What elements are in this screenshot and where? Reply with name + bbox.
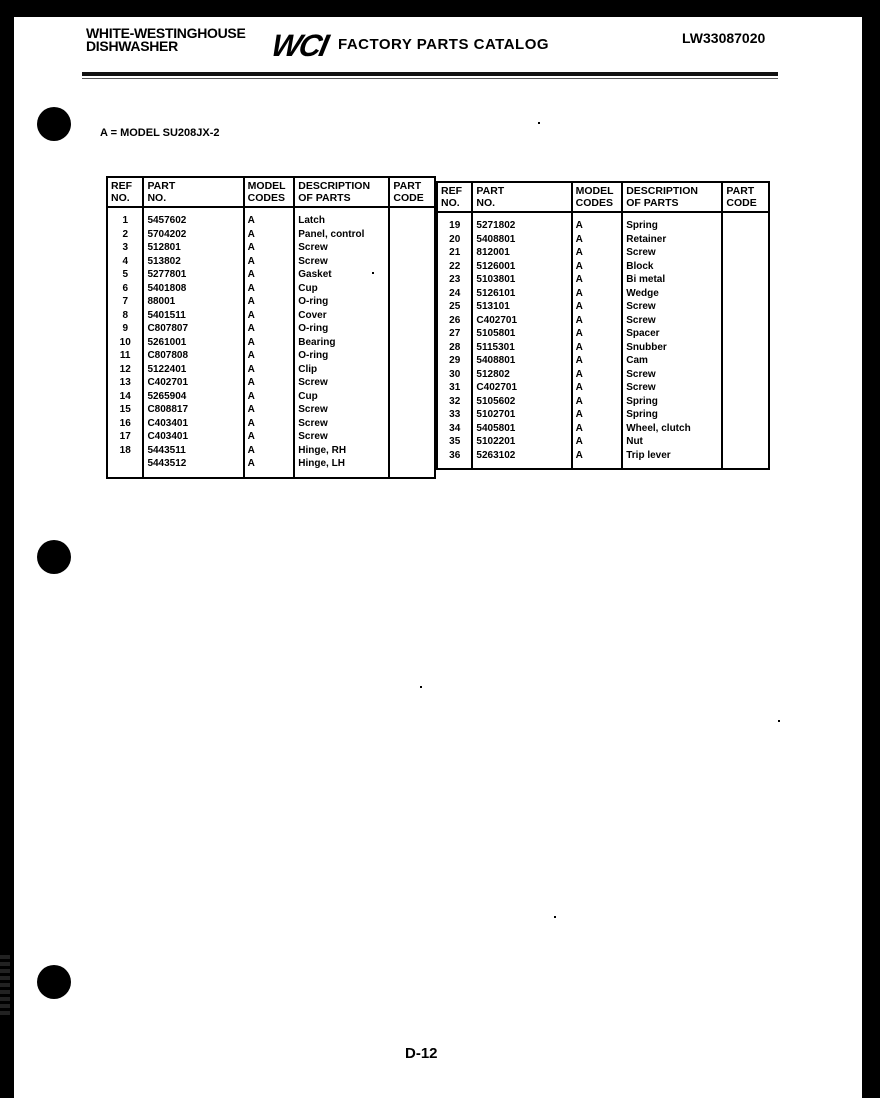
table-row xyxy=(107,403,435,417)
part-code xyxy=(722,422,769,436)
scan-speck xyxy=(554,916,556,918)
part-no: 512802 xyxy=(472,368,571,382)
part-no: 5126001 xyxy=(472,260,571,274)
table-row xyxy=(107,268,435,282)
description: Bearing xyxy=(294,336,389,350)
part-no: 513802 xyxy=(143,255,243,269)
description: Screw xyxy=(294,430,389,444)
model-code: A xyxy=(244,255,295,269)
ref-no: 12 xyxy=(107,363,143,377)
description: Screw xyxy=(294,241,389,255)
part-code xyxy=(389,390,435,404)
part-no: 5401808 xyxy=(143,282,243,296)
ref-no: 9 xyxy=(107,322,143,336)
part-no: 88001 xyxy=(143,295,243,309)
ref-no: 33 xyxy=(437,408,472,422)
description: Spacer xyxy=(622,327,722,341)
header-code: PART CODE xyxy=(722,182,769,212)
part-no: 5457602 xyxy=(143,207,243,228)
model-code: A xyxy=(572,368,623,382)
table-row xyxy=(107,336,435,350)
ref-no: 4 xyxy=(107,255,143,269)
parts-table-left xyxy=(106,176,436,479)
model-code: A xyxy=(244,309,295,323)
description: Screw xyxy=(294,376,389,390)
ref-no: 29 xyxy=(437,354,472,368)
part-no: 5443512 xyxy=(143,457,243,478)
part-no: 5443511 xyxy=(143,444,243,458)
part-no: 5126101 xyxy=(472,287,571,301)
description: Screw xyxy=(622,368,722,382)
part-code xyxy=(389,457,435,478)
ref-no: 23 xyxy=(437,273,472,287)
ref-no: 1 xyxy=(107,207,143,228)
part-no: 513101 xyxy=(472,300,571,314)
description: Spring xyxy=(622,212,722,233)
ref-no: 2 xyxy=(107,228,143,242)
table-row xyxy=(437,408,769,422)
part-code xyxy=(389,228,435,242)
part-no: 5408801 xyxy=(472,354,571,368)
part-code xyxy=(389,417,435,431)
description: Latch xyxy=(294,207,389,228)
description: Cup xyxy=(294,282,389,296)
description: Screw xyxy=(294,417,389,431)
description: Snubber xyxy=(622,341,722,355)
model-code: A xyxy=(572,408,623,422)
part-code xyxy=(389,282,435,296)
model-code: A xyxy=(572,354,623,368)
ref-no: 26 xyxy=(437,314,472,328)
catalog-number: LW33087020 xyxy=(682,30,766,46)
model-code: A xyxy=(244,282,295,296)
scan-speck xyxy=(538,122,540,124)
part-code xyxy=(722,408,769,422)
header-ref: REF NO. xyxy=(437,182,472,212)
table-row xyxy=(437,422,769,436)
part-code xyxy=(722,260,769,274)
part-code xyxy=(722,435,769,449)
part-code xyxy=(389,349,435,363)
table-row xyxy=(437,381,769,395)
model-code: A xyxy=(244,430,295,444)
table-row xyxy=(107,255,435,269)
description: O-ring xyxy=(294,295,389,309)
ref-no: 28 xyxy=(437,341,472,355)
table-row xyxy=(107,444,435,458)
description: Spring xyxy=(622,395,722,409)
ref-no: 22 xyxy=(437,260,472,274)
punch-hole-top xyxy=(37,107,71,141)
product-name: DISHWASHER xyxy=(86,38,178,54)
description: Screw xyxy=(294,403,389,417)
part-no: 5265904 xyxy=(143,390,243,404)
table-row xyxy=(437,341,769,355)
ref-no: 11 xyxy=(107,349,143,363)
table-row xyxy=(437,246,769,260)
model-legend: A = MODEL SU208JX-2 xyxy=(100,127,220,139)
description: Spring xyxy=(622,408,722,422)
model-code: A xyxy=(572,300,623,314)
brand-name: WHITE-WESTINGHOUSE xyxy=(86,25,246,41)
part-code xyxy=(389,309,435,323)
table-row xyxy=(107,309,435,323)
table-row xyxy=(107,390,435,404)
ref-no: 27 xyxy=(437,327,472,341)
part-no: 5105602 xyxy=(472,395,571,409)
ref-no: 8 xyxy=(107,309,143,323)
part-no: 5263102 xyxy=(472,449,571,470)
part-no: 5261001 xyxy=(143,336,243,350)
ref-no: 36 xyxy=(437,449,472,470)
part-no: 5405801 xyxy=(472,422,571,436)
model-code: A xyxy=(572,287,623,301)
model-code: A xyxy=(244,444,295,458)
table-row xyxy=(437,300,769,314)
part-code xyxy=(389,268,435,282)
ref-no: 18 xyxy=(107,444,143,458)
table-row xyxy=(437,435,769,449)
ref-no: 17 xyxy=(107,430,143,444)
parts-table-right xyxy=(436,181,770,470)
model-code: A xyxy=(572,314,623,328)
table-row xyxy=(437,368,769,382)
ref-no: 35 xyxy=(437,435,472,449)
table-row xyxy=(437,233,769,247)
scan-speck xyxy=(372,272,374,274)
table-row xyxy=(107,417,435,431)
part-code xyxy=(722,381,769,395)
part-code xyxy=(722,327,769,341)
header-part: PART NO. xyxy=(472,182,571,212)
description: Nut xyxy=(622,435,722,449)
description: Gasket xyxy=(294,268,389,282)
part-code xyxy=(389,336,435,350)
part-code xyxy=(722,287,769,301)
model-code: A xyxy=(244,417,295,431)
table-row xyxy=(107,349,435,363)
ref-no: 7 xyxy=(107,295,143,309)
header-rule xyxy=(82,72,778,76)
part-no: C403401 xyxy=(143,417,243,431)
table-header-row xyxy=(437,182,769,212)
model-code: A xyxy=(244,207,295,228)
table-row xyxy=(107,241,435,255)
table-row xyxy=(437,314,769,328)
model-code: A xyxy=(244,322,295,336)
model-code: A xyxy=(572,212,623,233)
header-ref: REF NO. xyxy=(107,177,143,207)
part-no: C402701 xyxy=(143,376,243,390)
part-code xyxy=(389,363,435,377)
part-no: 5103801 xyxy=(472,273,571,287)
ref-no: 6 xyxy=(107,282,143,296)
model-code: A xyxy=(244,228,295,242)
model-code: A xyxy=(572,233,623,247)
ref-no: 10 xyxy=(107,336,143,350)
table-row xyxy=(437,327,769,341)
punch-hole-bottom xyxy=(37,965,71,999)
ref-no: 5 xyxy=(107,268,143,282)
description: Panel, control xyxy=(294,228,389,242)
ref-no: 24 xyxy=(437,287,472,301)
description: Cover xyxy=(294,309,389,323)
description: Trip lever xyxy=(622,449,722,470)
scan-edge-marks xyxy=(0,955,10,1045)
model-code: A xyxy=(572,381,623,395)
part-code xyxy=(389,255,435,269)
model-code: A xyxy=(572,246,623,260)
wci-logo: WCI xyxy=(268,28,331,63)
description: Hinge, RH xyxy=(294,444,389,458)
model-code: A xyxy=(244,268,295,282)
ref-no: 25 xyxy=(437,300,472,314)
table-header-row xyxy=(107,177,435,207)
part-code xyxy=(722,314,769,328)
model-code: A xyxy=(572,273,623,287)
part-code xyxy=(722,246,769,260)
model-code: A xyxy=(572,341,623,355)
header-part: PART NO. xyxy=(143,177,243,207)
model-code: A xyxy=(244,457,295,478)
description: Cam xyxy=(622,354,722,368)
part-no: 5105801 xyxy=(472,327,571,341)
table-row xyxy=(437,449,769,470)
part-no: 5704202 xyxy=(143,228,243,242)
ref-no: 32 xyxy=(437,395,472,409)
part-no: 5277801 xyxy=(143,268,243,282)
page-number: D-12 xyxy=(405,1045,438,1062)
table-row xyxy=(107,282,435,296)
brand-block xyxy=(86,27,245,53)
table-row xyxy=(437,354,769,368)
part-code xyxy=(722,212,769,233)
description: Wedge xyxy=(622,287,722,301)
part-code xyxy=(722,233,769,247)
punch-hole-middle xyxy=(37,540,71,574)
description: Screw xyxy=(294,255,389,269)
description: Screw xyxy=(622,381,722,395)
description: Clip xyxy=(294,363,389,377)
part-no: C807807 xyxy=(143,322,243,336)
table-row xyxy=(107,376,435,390)
part-code xyxy=(389,322,435,336)
part-code xyxy=(389,241,435,255)
table-row xyxy=(437,395,769,409)
ref-no: 13 xyxy=(107,376,143,390)
model-code: A xyxy=(244,390,295,404)
model-code: A xyxy=(572,327,623,341)
part-code xyxy=(389,376,435,390)
model-code: A xyxy=(572,260,623,274)
part-code xyxy=(722,273,769,287)
ref-no: 14 xyxy=(107,390,143,404)
description: Block xyxy=(622,260,722,274)
part-code xyxy=(722,354,769,368)
part-code xyxy=(722,341,769,355)
model-code: A xyxy=(244,403,295,417)
ref-no xyxy=(107,457,143,478)
table-row xyxy=(107,363,435,377)
ref-no: 34 xyxy=(437,422,472,436)
ref-no: 3 xyxy=(107,241,143,255)
model-code: A xyxy=(572,422,623,436)
part-no: 812001 xyxy=(472,246,571,260)
table-row xyxy=(107,322,435,336)
model-code: A xyxy=(244,295,295,309)
part-no: 512801 xyxy=(143,241,243,255)
description: Hinge, LH xyxy=(294,457,389,478)
header-code: PART CODE xyxy=(389,177,435,207)
header-description: DESCRIPTION OF PARTS xyxy=(294,177,389,207)
ref-no: 21 xyxy=(437,246,472,260)
part-code xyxy=(722,300,769,314)
ref-no: 30 xyxy=(437,368,472,382)
ref-no: 31 xyxy=(437,381,472,395)
description: Screw xyxy=(622,314,722,328)
table-row xyxy=(107,430,435,444)
header-model: MODEL CODES xyxy=(244,177,295,207)
ref-no: 20 xyxy=(437,233,472,247)
table-row xyxy=(437,273,769,287)
part-no: 5102701 xyxy=(472,408,571,422)
catalog-title: FACTORY PARTS CATALOG xyxy=(338,36,550,53)
part-no: C403401 xyxy=(143,430,243,444)
part-code xyxy=(389,403,435,417)
part-no: C402701 xyxy=(472,314,571,328)
part-code xyxy=(722,395,769,409)
header-description: DESCRIPTION OF PARTS xyxy=(622,182,722,212)
description: Retainer xyxy=(622,233,722,247)
model-code: A xyxy=(572,395,623,409)
part-no: 5408801 xyxy=(472,233,571,247)
table-row xyxy=(107,457,435,478)
model-code: A xyxy=(244,376,295,390)
model-code: A xyxy=(572,449,623,470)
model-code: A xyxy=(244,241,295,255)
scan-speck xyxy=(778,720,780,722)
part-code xyxy=(722,449,769,470)
part-code xyxy=(389,295,435,309)
description: Screw xyxy=(622,246,722,260)
part-code xyxy=(389,444,435,458)
description: Wheel, clutch xyxy=(622,422,722,436)
part-code xyxy=(389,207,435,228)
table-row xyxy=(437,260,769,274)
table-row xyxy=(437,212,769,233)
table-row xyxy=(107,228,435,242)
header-rule-thin xyxy=(82,78,778,79)
ref-no: 19 xyxy=(437,212,472,233)
part-no: C807808 xyxy=(143,349,243,363)
ref-no: 15 xyxy=(107,403,143,417)
header-model: MODEL CODES xyxy=(572,182,623,212)
description: O-ring xyxy=(294,349,389,363)
description: Cup xyxy=(294,390,389,404)
part-no: C808817 xyxy=(143,403,243,417)
part-no: 5401511 xyxy=(143,309,243,323)
table-row xyxy=(107,295,435,309)
part-no: 5102201 xyxy=(472,435,571,449)
part-code xyxy=(389,430,435,444)
part-no: 5271802 xyxy=(472,212,571,233)
table-row xyxy=(107,207,435,228)
part-no: C402701 xyxy=(472,381,571,395)
part-code xyxy=(722,368,769,382)
description: Screw xyxy=(622,300,722,314)
description: Bi metal xyxy=(622,273,722,287)
description: O-ring xyxy=(294,322,389,336)
model-code: A xyxy=(572,435,623,449)
model-code: A xyxy=(244,336,295,350)
ref-no: 16 xyxy=(107,417,143,431)
scan-speck xyxy=(420,686,422,688)
table-row xyxy=(437,287,769,301)
part-no: 5122401 xyxy=(143,363,243,377)
part-no: 5115301 xyxy=(472,341,571,355)
model-code: A xyxy=(244,349,295,363)
model-code: A xyxy=(244,363,295,377)
